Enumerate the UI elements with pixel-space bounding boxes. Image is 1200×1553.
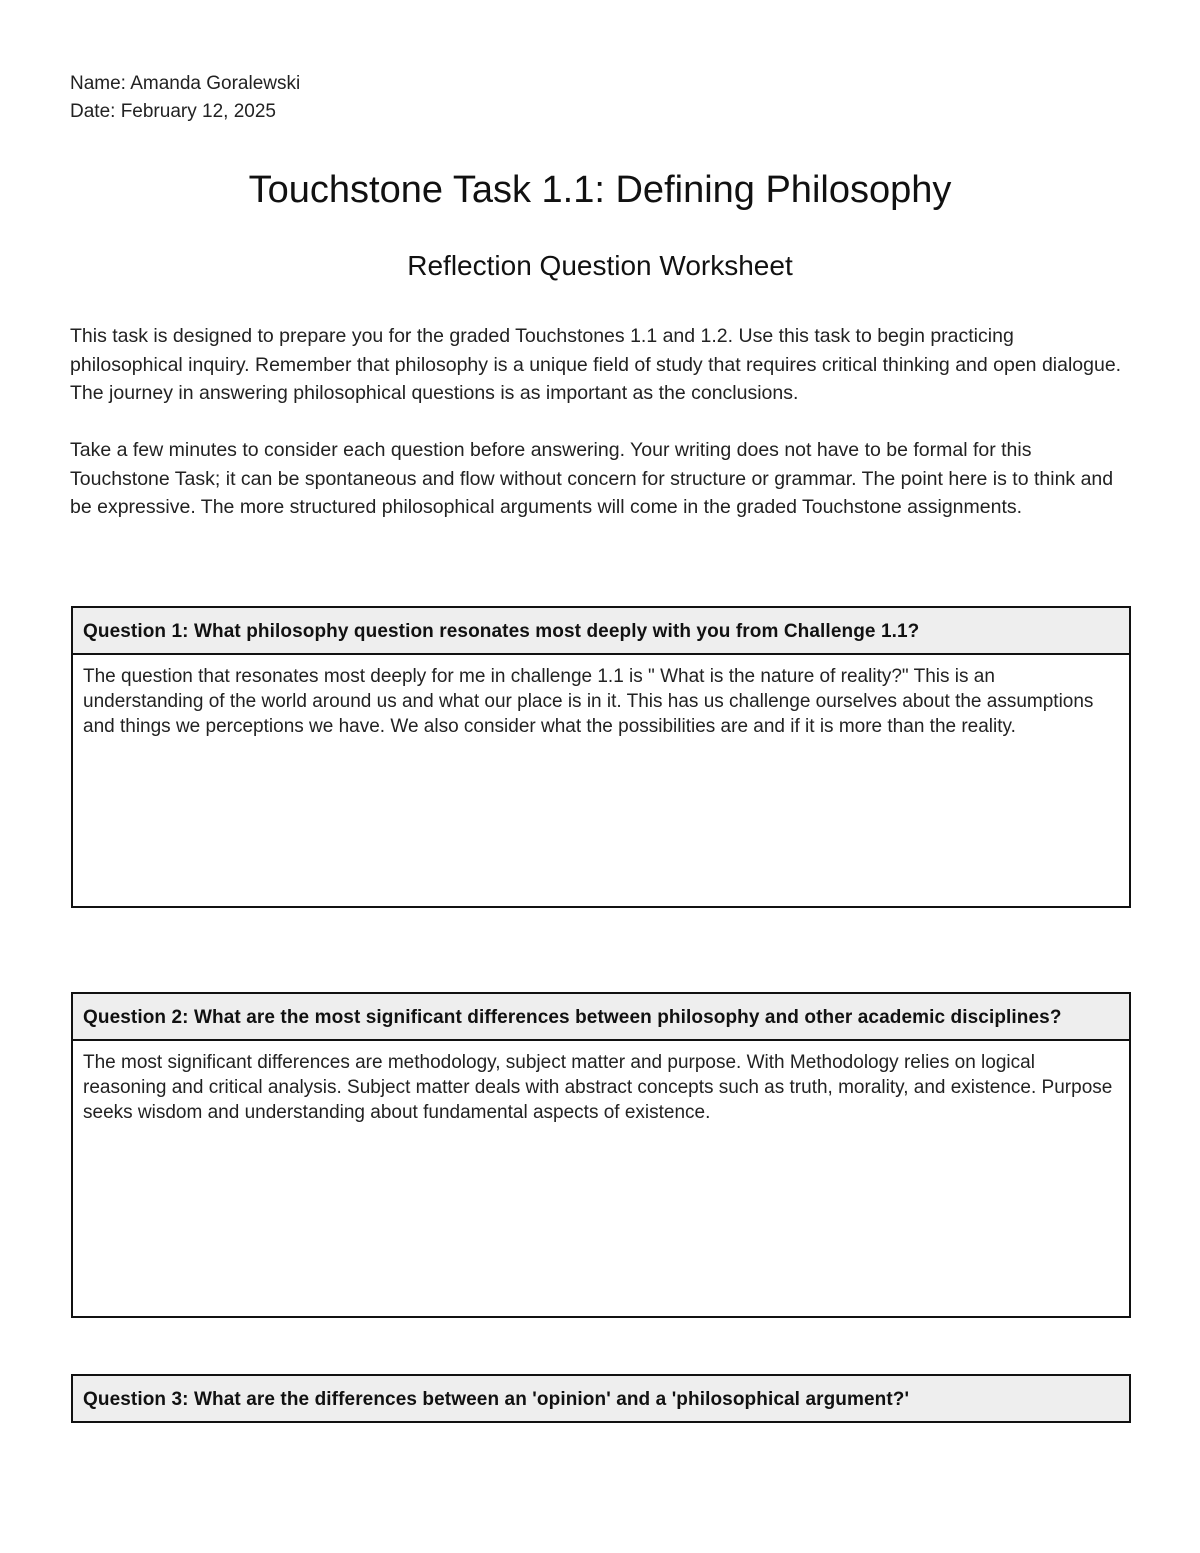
question-3-box <box>71 1374 1131 1423</box>
question-1-box <box>71 606 1131 908</box>
page-title: Touchstone Task 1.1: Defining Philosophy <box>248 169 952 211</box>
question-2-prompt: Question 2: What are the most significant differences between philosophy and other academic disciplines? <box>73 994 1129 1041</box>
question-1-answer[interactable]: The question that resonates most deeply for me in challenge 1.1 is " What is the nature of reality?" This is an understanding of the world around us and what our place is in it. This has us challenge ourselves about the assumptions and things we perceptions we have. We also consider what the possibilities are and if it is more than the reality. <box>83 666 1094 737</box>
page-subtitle: Reflection Question Worksheet <box>407 250 793 281</box>
instructions-paragraph: Take a few minutes to consider each question before answering. Your writing does not have to be formal for this Touchstone Task; it can be spontaneous and flow without concern for structure or grammar. The point here is to think and be expressive. The more structured philosophical arguments will come in the graded Touchstone assignments. <box>70 439 1114 518</box>
question-3-prompt: Question 3: What are the differences between an 'opinion' and a 'philosophical argument?' <box>73 1376 1129 1421</box>
student-name: Name: Amanda Goralewski <box>70 73 301 94</box>
question-1-prompt: Question 1: What philosophy question resonates most deeply with you from Challenge 1.1? <box>73 608 1129 655</box>
intro-paragraph: This task is designed to prepare you for the graded Touchstones 1.1 and 1.2. Use this task to begin practicing philosophical inquiry. Remember that philosophy is a unique field of study that requires critical thinking and open dialogue. The journey in answering philosophical questions is as important as the conclusions. <box>70 325 1122 404</box>
question-2-answer[interactable]: The most significant differences are methodology, subject matter and purpose. With Methodology relies on logical reasoning and critical analysis. Subject matter deals with abstract concepts such as truth, morality, and existence. Purpose seeks wisdom and understanding about fundamental aspects of existence. <box>83 1052 1113 1123</box>
question-2-box <box>71 992 1131 1318</box>
submission-date: Date: February 12, 2025 <box>70 101 276 122</box>
